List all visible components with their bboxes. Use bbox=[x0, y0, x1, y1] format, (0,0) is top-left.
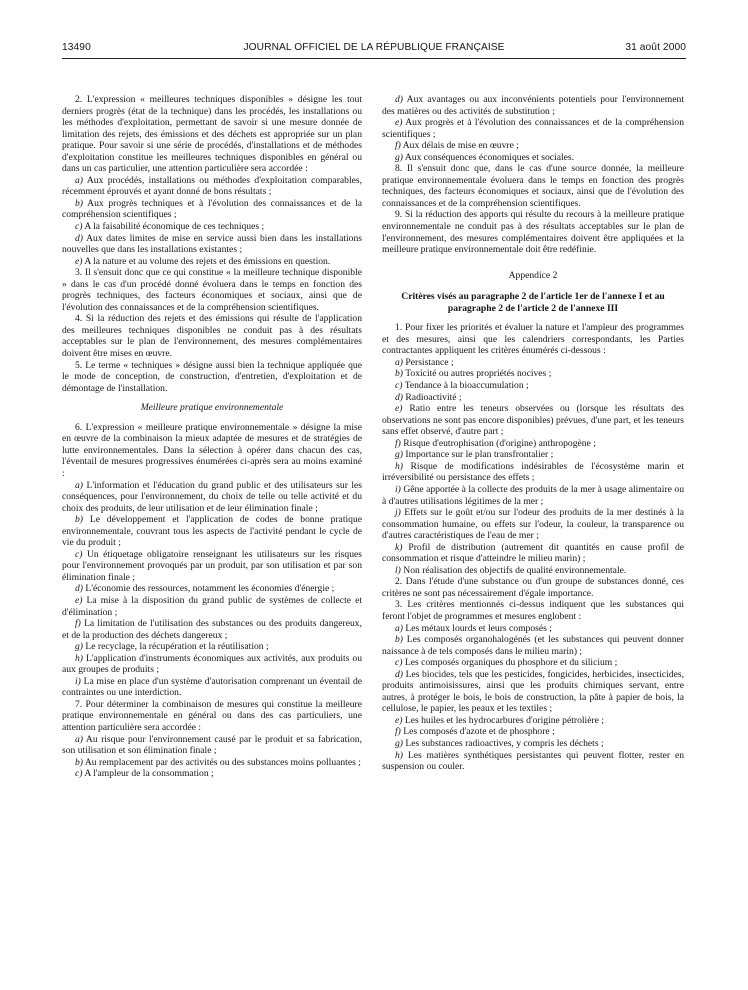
list-text: Un étiquetage obligatoire renseignant les utilisateurs sur les risques pour l'environnement provoqués par un produit, par son utilisation et par son élimination finale ; bbox=[62, 548, 362, 583]
list-item bbox=[62, 480, 362, 515]
section-heading: Meilleure pratique environnementale bbox=[140, 402, 284, 414]
list-item bbox=[62, 757, 362, 769]
list-text: L'application d'instruments économiques aux activités, aux produits ou aux groupes de produits ; bbox=[62, 652, 362, 676]
list-letter: d) bbox=[75, 583, 83, 595]
left-column bbox=[62, 94, 362, 780]
list-text: Aux dates limites de mise en service aussi bien dans les installations nouvelles que dans les installations existantes ; bbox=[62, 232, 362, 256]
list-text: Les substances radioactives, y compris les déchets ; bbox=[405, 737, 604, 749]
list-letter: b) bbox=[75, 756, 83, 768]
journal-title: JOURNAL OFFICIEL DE LA RÉPUBLIQUE FRANÇAISE bbox=[243, 42, 505, 53]
list-letter: d) bbox=[395, 391, 403, 403]
list-letter: c) bbox=[395, 657, 403, 669]
list-item bbox=[62, 175, 362, 198]
list-text: Les métaux lourds et leurs composés ; bbox=[405, 622, 552, 634]
list-text: Aux conséquences économiques et sociales. bbox=[404, 151, 575, 163]
list-letter: b) bbox=[75, 514, 83, 526]
list-item bbox=[382, 738, 684, 750]
list-letter: c) bbox=[75, 221, 83, 233]
paragraph-8: 8. Il s'ensuit donc que, dans le cas d'une source donnée, la meilleure pratique environnementale évoluera dans le temps en fonction des progrès techniques, des facteurs économiques et sociaux, ainsi que de l'évolution des connaissances et de la compréhension scientifiques. bbox=[382, 163, 684, 209]
list-letter: e) bbox=[395, 403, 403, 415]
list-letter: e) bbox=[75, 255, 83, 267]
list-item bbox=[382, 380, 684, 392]
list-item bbox=[382, 657, 684, 669]
list-text: L'économie des ressources, notamment les économies d'énergie ; bbox=[85, 583, 335, 595]
list-text: Aux avantages ou aux inconvénients potentiels pour l'environnement des matières ou des activités de substitution ; bbox=[382, 94, 684, 117]
list-letter: c) bbox=[75, 548, 83, 560]
list-item bbox=[382, 750, 684, 773]
list-item bbox=[382, 403, 684, 438]
list-letter: e) bbox=[395, 117, 403, 129]
list-letter: f) bbox=[75, 618, 81, 630]
list-letter: c) bbox=[75, 768, 83, 780]
right-column bbox=[382, 94, 684, 773]
list-letter: a) bbox=[395, 622, 403, 634]
list-text: A l'ampleur de la consommation ; bbox=[84, 768, 214, 780]
list-item bbox=[382, 726, 684, 738]
list-text: La mise en place d'un système d'autorisation comprenant un éventail de contraintes ou une interdiction. bbox=[62, 675, 362, 699]
list-text: Effets sur le goût et/ou sur l'odeur des produits de la mer destinés à la consommation humaine, ou effets sur l'odeur, la couleur, la transparence ou d'autres caractéristiques de l'eau de mer ; bbox=[382, 507, 684, 542]
list-text: Les matières synthétiques persistantes qui peuvent flotter, rester en suspension ou couler. bbox=[382, 749, 685, 773]
header-rule bbox=[62, 58, 686, 59]
list-letter: c) bbox=[395, 380, 403, 392]
list-text: L'information et l'éducation du grand public et des utilisateurs sur les conséquences, pour l'environnement, du choix de telle ou telle activité et du choix des produits, de leur utilisation et de leur élimination finale ; bbox=[62, 479, 362, 514]
list-letter: i) bbox=[395, 483, 401, 495]
list-letter: h) bbox=[395, 749, 403, 761]
list-letter: g) bbox=[75, 641, 83, 653]
paragraph-7: 7. Pour déterminer la combinaison de mesures qui constitue la meilleure pratique environnementale en général ou dans des cas particuliers, une attention particulière sera accordée : bbox=[62, 698, 362, 733]
list-letter: a) bbox=[75, 733, 83, 745]
list-item bbox=[382, 357, 684, 369]
issue-date: 31 août 2000 bbox=[625, 42, 686, 53]
list-text: Tendance à la bioaccumulation ; bbox=[404, 380, 529, 392]
list-text: La mise à la disposition du grand public de systèmes de collecte et d'élimination ; bbox=[62, 594, 363, 618]
list-text: Risque d'eutrophisation (d'origine) anthropogène ; bbox=[403, 437, 596, 449]
list-letter: g) bbox=[395, 737, 403, 749]
list-item bbox=[62, 595, 362, 618]
list-letter: h) bbox=[75, 652, 83, 664]
list-item bbox=[382, 392, 684, 404]
list-text: Risque de modifications indésirables de l'écosystème marin et irréversibilité ou persistance des effets ; bbox=[382, 460, 684, 484]
list-item bbox=[382, 461, 684, 484]
list-letter: e) bbox=[75, 594, 83, 606]
list-text: Gêne apportée à la collecte des produits de la mer à usage alimentaire ou à d'autres utilisations légitimes de la mer ; bbox=[382, 483, 684, 507]
paragraph-3: 3. Il s'ensuit donc que ce qui constitue « la meilleure technique disponible » dans le cas d'un procédé donné évoluera dans le temps en fonction des progrès techniques, des facteurs économiques et sociaux, ainsi que de l'évolution des connaissances et de la compréhension scientifiques. bbox=[62, 267, 362, 313]
list-item bbox=[62, 583, 362, 595]
list-text: A la faisabilité économique de ces techniques ; bbox=[84, 221, 265, 233]
list-text: Aux délais de mise en œuvre ; bbox=[402, 140, 519, 152]
list-letter: f) bbox=[395, 437, 401, 449]
list-item bbox=[62, 641, 362, 653]
list-item bbox=[62, 549, 362, 584]
list-item bbox=[62, 734, 362, 757]
list-item bbox=[62, 256, 362, 268]
paragraph-4: 4. Si la réduction des rejets et des émissions qui résulte de l'application des meilleures techniques disponibles ne conduit pas à des résultats acceptables sur le plan de l'environnement, des mesures complémentaires doivent être mises en œuvre. bbox=[62, 313, 362, 360]
list-text: A la nature et au volume des rejets et des émissions en question. bbox=[84, 255, 331, 267]
list-letter: i) bbox=[75, 675, 81, 687]
list-letter: d) bbox=[395, 94, 403, 105]
list-text: Les huiles et les hydrocarbures d'origine pétrolière ; bbox=[404, 714, 604, 726]
list-item bbox=[62, 676, 362, 699]
list-letter: f) bbox=[395, 726, 401, 738]
list-text: Les biocides, tels que les pesticides, fongicides, herbicides, insecticides, produits antimoisissures, ainsi que les produits chimiques servant, entre autres, à protéger le bois, le bois de construction, la pâte à papier de bois, la cellulose, le papier, les peaux et les textiles ; bbox=[382, 668, 685, 715]
list-letter: k) bbox=[395, 541, 403, 553]
list-item bbox=[382, 368, 684, 380]
list-text: Ratio entre les teneurs observées ou (lorsque les résultats des observations ne sont pas encore disponibles) prévues, d'une part, et les teneurs sans effet observé, d'autre part ; bbox=[382, 403, 684, 438]
list-item bbox=[382, 449, 684, 461]
page-number: 13490 bbox=[62, 42, 91, 53]
criteria-heading: Critères visés au paragraphe 2 de l'article 1er de l'annexe I et au paragraphe 2 de l'article 2 de l'annexe III bbox=[401, 291, 665, 314]
list-item bbox=[382, 565, 684, 577]
list-text: Au risque pour l'environnement causé par le produit et sa fabrication, son utilisation et son élimination finale ; bbox=[62, 733, 362, 757]
list-text: Profil de distribution (autrement dit quantités en cause profil de consommation et risque d'atteindre le milieu marin) ; bbox=[382, 541, 684, 565]
list-item bbox=[382, 438, 684, 450]
list-text: Les composés d'azote et de phosphore ; bbox=[403, 726, 555, 738]
list-item bbox=[382, 715, 684, 727]
list-item bbox=[62, 514, 362, 549]
list-text: Toxicité ou autres propriétés nocives ; bbox=[405, 368, 552, 380]
list-letter: l) bbox=[395, 564, 401, 576]
criteria-paragraph-1: 1. Pour fixer les priorités et évaluer la nature et l'ampleur des programmes et des mesures, ainsi que les calendriers correspondants, les Parties contractantes appliquent les critères énumérés ci-dessous : bbox=[382, 322, 684, 357]
list-item bbox=[382, 507, 684, 542]
list-text: Importance sur le plan transfrontalier ; bbox=[405, 449, 554, 461]
list-item bbox=[382, 669, 684, 715]
list-item bbox=[62, 198, 362, 221]
list-item bbox=[62, 768, 362, 780]
criteria-paragraph-2: 2. Dans l'étude d'une substance ou d'un groupe de substances donné, ces critères ne sont pas nécessairement d'égale importance. bbox=[382, 576, 684, 599]
list-letter: b) bbox=[395, 368, 403, 380]
list-letter: b) bbox=[75, 197, 83, 209]
list-text: Au remplacement par des activités ou des substances moins polluantes ; bbox=[84, 756, 361, 768]
list-text: Le recyclage, la récupération et la réutilisation ; bbox=[85, 641, 269, 653]
list-letter: d) bbox=[75, 232, 83, 244]
list-text: Persistance ; bbox=[405, 356, 454, 368]
paragraph-2: 2. L'expression « meilleures techniques disponibles » désigne les tout derniers progrès (état de la technique) dans les procédés, les installations ou les méthodes d'exploitation, permettant de savoir si une mesure donnée de limitation des rejets, des émissions et des déchets est appropriée sur un plan pratique. Pour savoir si une série de procédés, d'installations et de méthodes d'exploitation constitue les meilleures techniques disponibles en général ou dans un cas particulier, une attention particulière sera accordée : bbox=[62, 94, 362, 175]
list-item bbox=[62, 233, 362, 256]
paragraph-6: 6. L'expression « meilleure pratique environnementale » désigne la mise en œuvre de la combinaison la mieux adaptée de mesures et de stratégies de lutte environnementales. Dans la sélection à opérer dans chacun des cas, l'éventail de mesures progressives énumérées ci-après sera au moins examiné : bbox=[62, 421, 362, 479]
list-text: Aux procédés, installations ou méthodes d'exploitation comparables, récemment éprouvés et ayant donné de bons résultats ; bbox=[62, 174, 362, 198]
list-letter: g) bbox=[395, 449, 403, 461]
list-letter: h) bbox=[395, 460, 403, 472]
list-letter: j) bbox=[395, 507, 401, 519]
list-letter: a) bbox=[395, 356, 403, 368]
list-item bbox=[382, 623, 684, 635]
list-letter: e) bbox=[395, 714, 403, 726]
list-item bbox=[62, 618, 362, 641]
page-header bbox=[62, 42, 686, 58]
list-letter: f) bbox=[395, 140, 401, 152]
list-text: Les composés organiques du phosphore et du silicium ; bbox=[404, 657, 618, 669]
list-text: Les composés organohalogénés (et les substances qui peuvent donner naissance à de tels composés dans le milieu marin) ; bbox=[382, 634, 684, 657]
list-item bbox=[382, 542, 684, 565]
list-letter: d) bbox=[395, 668, 403, 680]
list-text: Aux progrès et à l'évolution des connaissances et de la compréhension scientifiques ; bbox=[382, 117, 684, 140]
list-text: Radioactivité ; bbox=[405, 391, 462, 403]
list-letter: a) bbox=[75, 479, 83, 491]
list-letter: a) bbox=[75, 174, 83, 186]
criteria-paragraph-3: 3. Les critères mentionnés ci-dessus indiquent que les substances qui feront l'objet de programmes et mesures englobent : bbox=[382, 599, 684, 622]
list-item bbox=[382, 484, 684, 507]
paragraph-5: 5. Le terme « techniques » désigne aussi bien la technique appliquée que le mode de conception, de construction, d'entretien, d'exploitation et de démontage de l'installation. bbox=[62, 359, 362, 394]
list-text: Le développement et l'application de codes de bonne pratique environnementale, couvrant tous les aspects de l'activité pendant le cycle de vie du produit ; bbox=[62, 514, 363, 549]
list-item bbox=[382, 94, 684, 117]
list-item bbox=[62, 221, 362, 233]
list-item bbox=[382, 140, 684, 152]
appendix-title: Appendice 2 bbox=[508, 269, 558, 281]
list-text: Aux progrès techniques et à l'évolution des connaissances et de la compréhension scientifiques ; bbox=[62, 197, 362, 221]
list-item bbox=[382, 152, 684, 164]
list-text: La limitation de l'utilisation des substances ou des produits dangereux, et de la production des déchets dangereux ; bbox=[62, 618, 362, 641]
list-text: Non réalisation des objectifs de qualité environnementale. bbox=[403, 564, 627, 576]
list-item bbox=[62, 653, 362, 676]
list-letter: b) bbox=[395, 634, 403, 646]
paragraph-9: 9. Si la réduction des apports qui résulte du recours à la meilleure pratique environnementale ne conduit pas à des résultats acceptables sur le plan de l'environnement, des mesures complémentaires doivent être appliquées et la meilleure pratique environnementale doit être redéfinie. bbox=[382, 209, 684, 256]
list-item bbox=[382, 634, 684, 657]
list-item bbox=[382, 117, 684, 140]
list-letter: g) bbox=[395, 151, 403, 163]
